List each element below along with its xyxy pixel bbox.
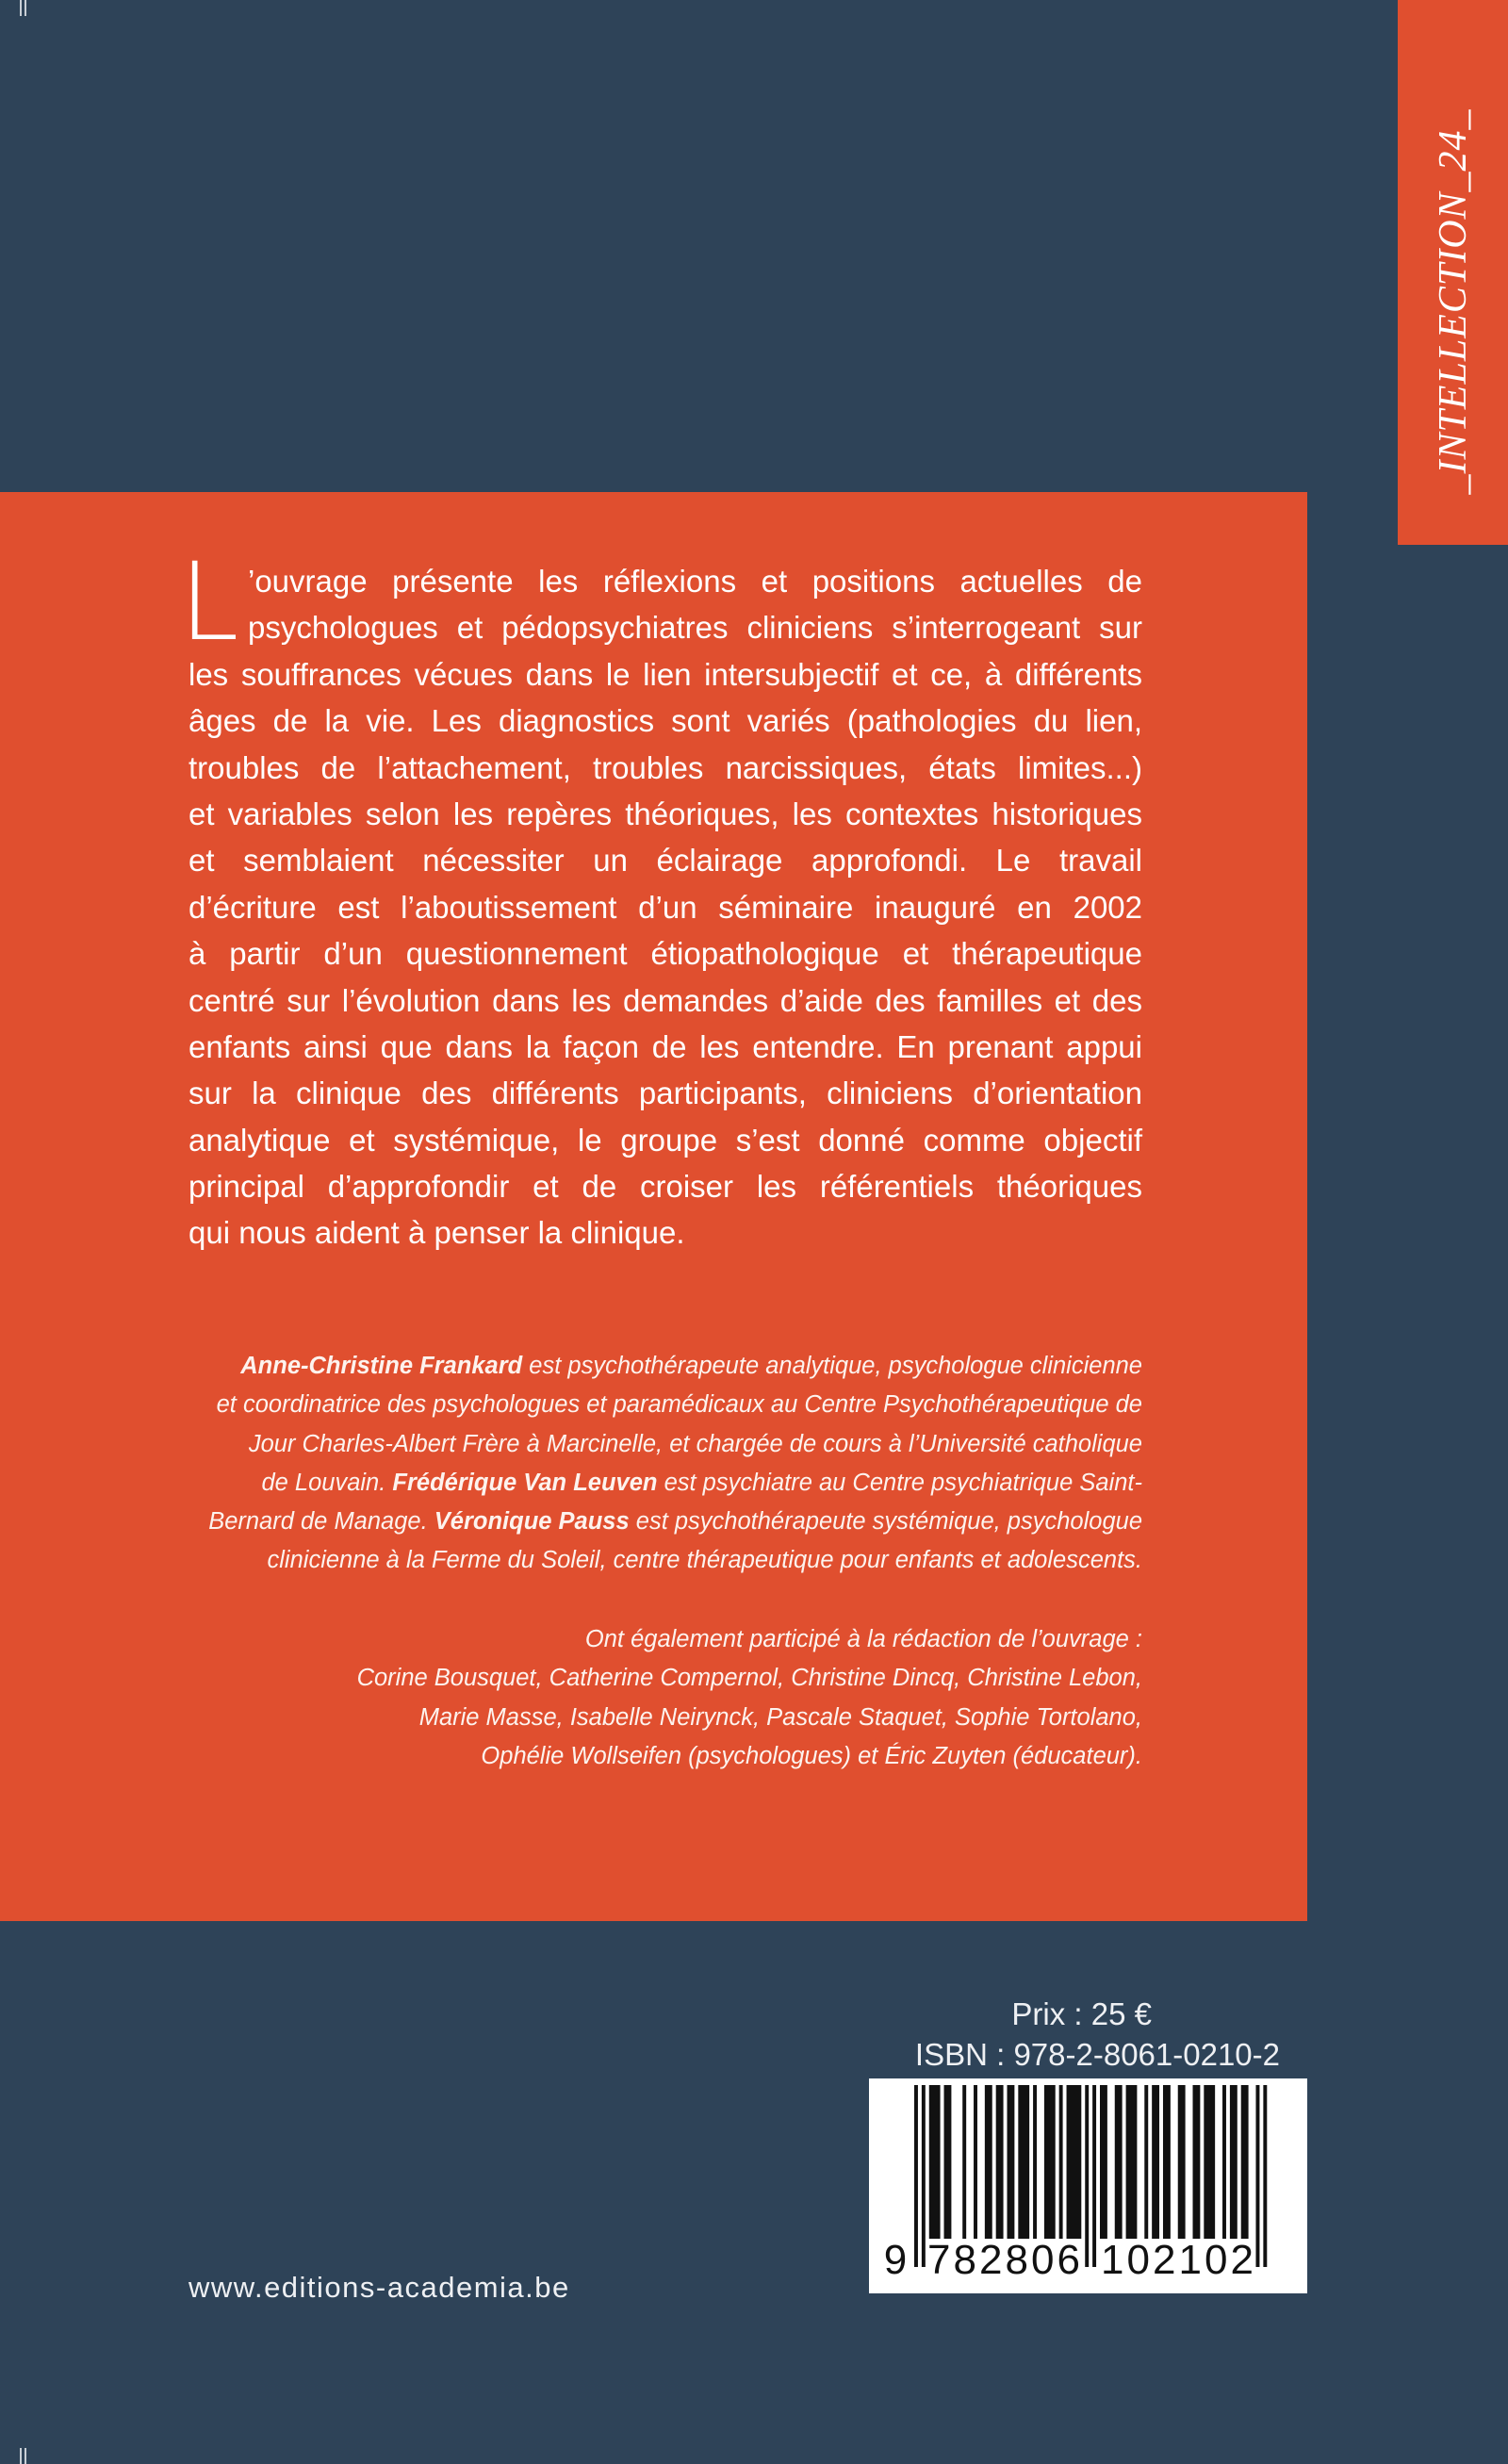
barcode-bar <box>1044 2085 1056 2239</box>
contributors-list <box>188 1620 1142 1776</box>
barcode-guard-bar <box>1263 2085 1267 2267</box>
barcode-guard-bar <box>1092 2085 1096 2267</box>
crop-mark-bottom <box>20 2448 26 2464</box>
barcode-bar <box>1222 2085 1226 2239</box>
barcode-bar <box>1067 2085 1082 2239</box>
author-name: Anne-Christine Frankard <box>240 1353 523 1379</box>
contributors-line: Corine Bousquet, Catherine Compernol, Christine Dincq, Christine Lebon, <box>356 1665 1142 1692</box>
authors-line <box>188 1347 1142 1386</box>
summary-line: d’écriture est l’aboutissement d’un séminaire inauguré en 2002 <box>188 889 1142 925</box>
authors-text: est psychothérapeute analytique, psychologue clinicienne <box>522 1353 1142 1379</box>
summary-line: et semblaient nécessiter un éclairage approfondi. Le travail <box>188 843 1142 879</box>
contributors-line: Marie Masse, Isabelle Neirynck, Pascale Staquet, Sophie Tortolano, <box>418 1703 1142 1731</box>
summary-line: qui nous aident à penser la clinique. <box>188 1215 685 1251</box>
authors-bio <box>188 1347 1142 1581</box>
barcode-bar <box>1018 2085 1029 2239</box>
authors-line <box>188 1503 1142 1541</box>
barcode-bar <box>1230 2085 1238 2239</box>
authors-line <box>188 1541 1142 1580</box>
summary-line: les souffrances vécues dans le lien intersubjectif et ce, à différents <box>188 656 1142 692</box>
barcode-bar <box>1115 2085 1123 2239</box>
barcode-bar <box>974 2085 977 2239</box>
barcode-bar <box>1204 2085 1215 2239</box>
drop-cap: L <box>179 539 239 665</box>
publisher-website: www.editions-academia.be <box>188 2271 570 2304</box>
barcode-bar <box>962 2085 966 2239</box>
authors-text: clinicienne à la Ferme du Soleil, centre thérapeutique pour enfants et adolescents. <box>267 1547 1142 1574</box>
barcode-guard-bar <box>1255 2085 1259 2267</box>
price-label: Prix : 25 € <box>1011 1996 1152 2031</box>
barcode-bar <box>1152 2085 1159 2239</box>
barcode-bar <box>1033 2085 1037 2239</box>
authors-text: de Louvain. <box>261 1469 393 1496</box>
authors-text: Bernard de Manage. <box>208 1508 434 1536</box>
barcode-left-digits: 782806 <box>927 2237 1080 2283</box>
barcode-graphic <box>869 2078 1307 2293</box>
isbn-label: ISBN : 978-2-8061-0210-2 <box>914 2037 1280 2072</box>
authors-line <box>188 1386 1142 1424</box>
summary-line: analytique et systémique, le groupe s’est donné comme objectif <box>188 1122 1142 1158</box>
authors-text: est psychothérapeute systémique, psychologue <box>629 1508 1142 1536</box>
summary-line: sur la clinique des différents participants, cliniciens d’orientation <box>188 1076 1142 1111</box>
barcode-guard-bar <box>1085 2085 1089 2267</box>
barcode-first-digit: 9 <box>883 2237 908 2283</box>
collection-tab <box>1398 0 1508 545</box>
summary-line: âges de la vie. Les diagnostics sont variés (pathologies du lien, <box>188 703 1142 739</box>
barcode-bar <box>1178 2085 1186 2239</box>
summary-line: principal d’approfondir et de croiser les référentiels théoriques <box>188 1169 1142 1205</box>
barcode-bar <box>996 2085 1004 2239</box>
contributors-line: Ophélie Wollseifen (psychologues) et Éric Zuyten (éducateur). <box>481 1742 1142 1769</box>
summary-line: troubles de l’attachement, troubles narcissiques, états limites...) <box>188 749 1142 785</box>
barcode-bar <box>1008 2085 1015 2239</box>
summary-line: et variables selon les repères théoriques, les contextes historiques <box>188 796 1142 831</box>
barcode <box>869 2078 1307 2293</box>
authors-text: Jour Charles-Albert Frère à Marcinelle, et chargée de cours à l’Université catholique <box>248 1430 1142 1457</box>
barcode-right-digits: 102102 <box>1101 2237 1254 2283</box>
contributors-heading: Ont également participé à la rédaction de l’ouvrage : <box>584 1626 1142 1652</box>
authors-text: et coordinatrice des psychologues et paramédicaux au Centre Psychothérapeutique de <box>216 1391 1142 1419</box>
authors-line <box>188 1464 1142 1503</box>
author-name: Véronique Pauss <box>434 1508 630 1536</box>
barcode-bar <box>944 2085 952 2239</box>
barcode-bar <box>1241 2085 1249 2239</box>
summary-line: enfants ainsi que dans la façon de les entendre. En prenant appui <box>188 1028 1142 1064</box>
barcode-bar <box>1100 2085 1107 2239</box>
collection-title: _INTELLECTION_24_ <box>1431 108 1475 495</box>
crop-mark-top <box>20 0 26 16</box>
barcode-bar <box>1163 2085 1171 2239</box>
barcode-bar <box>1059 2085 1063 2239</box>
summary-line: psychologues et pédopsychiatres cliniciens s’interrogeant sur <box>248 610 1142 646</box>
barcode-bar <box>929 2085 941 2239</box>
barcode-guard-bar <box>922 2085 926 2267</box>
author-name: Frédérique Van Leuven <box>392 1469 658 1496</box>
summary-line: à partir d’un questionnement étiopathologique et thérapeutique <box>188 936 1142 972</box>
barcode-bar <box>985 2085 992 2239</box>
summary-lines <box>179 539 1142 1257</box>
barcode-bar <box>1144 2085 1148 2239</box>
barcode-bar <box>1193 2085 1201 2239</box>
barcode-bar <box>1126 2085 1138 2239</box>
authors-line <box>188 1425 1142 1464</box>
authors-text: est psychiatre au Centre psychiatrique Saint- <box>657 1469 1142 1496</box>
summary-line: centré sur l’évolution dans les demandes d’aide des familles et des <box>188 982 1142 1018</box>
barcode-guard-bar <box>914 2085 918 2267</box>
summary-line: ’ouvrage présente les réflexions et positions actuelles de <box>248 564 1142 599</box>
